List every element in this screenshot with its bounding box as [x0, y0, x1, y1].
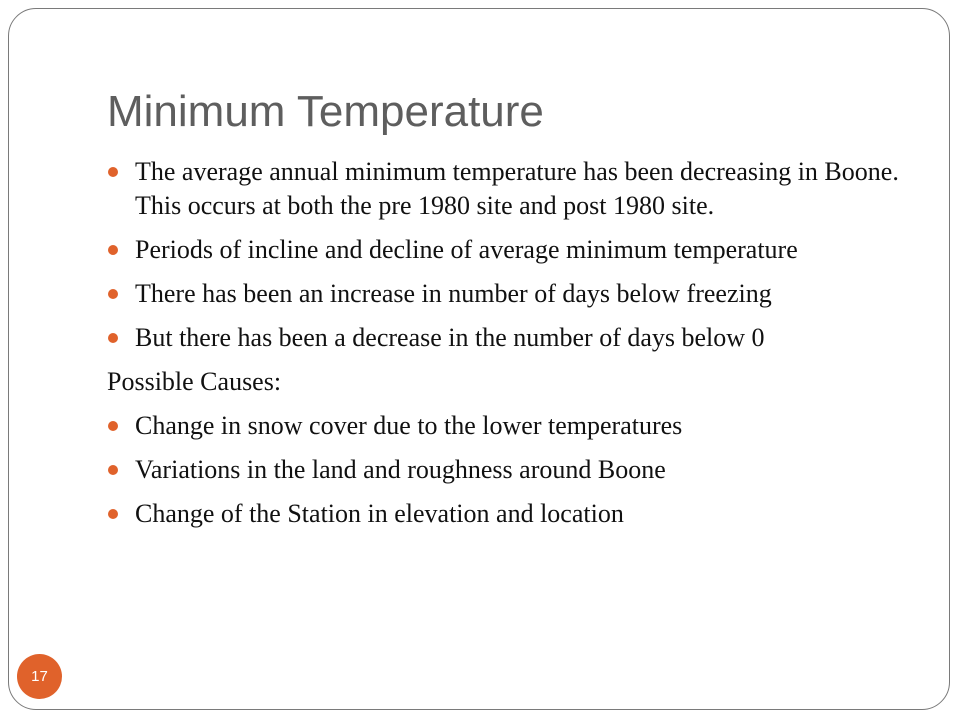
bullet-dot-icon: [108, 167, 118, 177]
bullet-text: Periods of incline and decline of average minimum temperature: [135, 235, 798, 264]
bullet-dot-icon: [108, 333, 118, 343]
bullet-item: [107, 155, 907, 223]
slide-title: Minimum Temperature: [107, 87, 544, 136]
bullet-item: [107, 453, 907, 487]
bullet-text: There has been an increase in number of days below freezing: [135, 279, 772, 308]
section-heading: [107, 365, 907, 399]
bullet-text: But there has been a decrease in the number of days below 0: [135, 323, 765, 352]
slide-number-badge: 17: [17, 654, 62, 699]
bullet-item: [107, 277, 907, 311]
bullet-item: [107, 409, 907, 443]
bullet-item: [107, 233, 907, 267]
bullet-text: Variations in the land and roughness around Boone: [135, 455, 666, 484]
bullet-dot-icon: [108, 421, 118, 431]
slide-content: [107, 155, 907, 541]
section-heading-text: Possible Causes:: [107, 367, 282, 396]
bullet-text: The average annual minimum temperature has been decreasing in Boone. This occurs at both the pre 1980 site and post 1980 site.: [135, 157, 899, 220]
bullet-text: Change in snow cover due to the lower temperatures: [135, 411, 683, 440]
bullet-dot-icon: [108, 289, 118, 299]
bullet-item: [107, 321, 907, 355]
bullet-text: Change of the Station in elevation and location: [135, 499, 624, 528]
bullet-dot-icon: [108, 509, 118, 519]
bullet-item: [107, 497, 907, 531]
bullet-dot-icon: [108, 245, 118, 255]
bullet-dot-icon: [108, 465, 118, 475]
